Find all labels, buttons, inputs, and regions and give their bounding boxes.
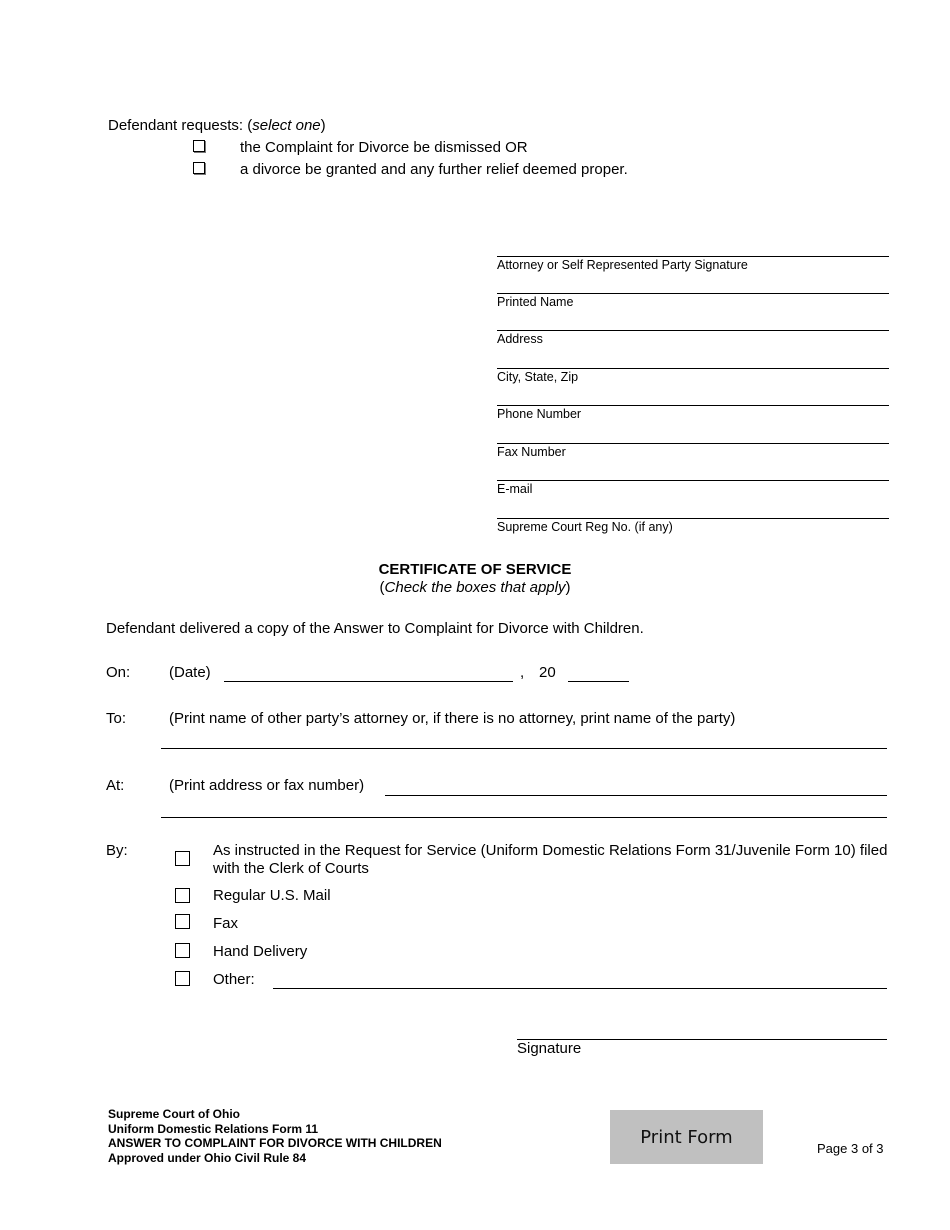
- method-hand-delivery: Hand Delivery: [213, 943, 308, 960]
- to-label: To:: [106, 710, 127, 727]
- method-fax: Fax: [213, 915, 239, 932]
- date-label: (Date): [169, 664, 211, 681]
- to-instruction: (Print name of other party’s attorney or, if there is no attorney, print name of the party): [169, 710, 736, 727]
- at-input-line-2[interactable]: [161, 817, 887, 818]
- request-option-dismiss: the Complaint for Divorce be dismissed OR: [240, 139, 528, 156]
- request-option-grant: a divorce be granted and any further relief deemed proper.: [240, 161, 628, 178]
- other-input-line[interactable]: [273, 988, 887, 989]
- method-mail-checkbox[interactable]: [175, 888, 190, 903]
- fax-label: Fax Number: [497, 445, 566, 459]
- print-form-button[interactable]: Print Form: [610, 1110, 763, 1164]
- service-signature-label: Signature: [517, 1040, 582, 1057]
- printed-name-line[interactable]: [497, 293, 889, 294]
- date-input-line[interactable]: [224, 681, 513, 682]
- method-other: Other:: [213, 971, 255, 988]
- method-request-for-service-checkbox[interactable]: [175, 851, 190, 866]
- method-hand-delivery-checkbox[interactable]: [175, 943, 190, 958]
- by-label: By:: [106, 842, 128, 859]
- footer-form-title: ANSWER TO COMPLAINT FOR DIVORCE WITH CHILDREN: [108, 1136, 442, 1150]
- year-prefix: 20: [539, 664, 556, 681]
- method-mail: Regular U.S. Mail: [213, 887, 331, 904]
- fax-line[interactable]: [497, 443, 889, 444]
- page-number: Page 3 of 3: [817, 1141, 884, 1156]
- at-label: At:: [106, 777, 125, 794]
- signature-line[interactable]: [497, 256, 889, 257]
- certificate-title: CERTIFICATE OF SERVICE: [378, 561, 572, 578]
- email-label: E-mail: [497, 482, 533, 496]
- footer-approval: Approved under Ohio Civil Rule 84: [108, 1150, 307, 1165]
- phone-label: Phone Number: [497, 407, 582, 421]
- reg-no-line[interactable]: [497, 518, 889, 519]
- city-state-zip-label: City, State, Zip: [497, 370, 579, 384]
- certificate-intro: Defendant delivered a copy of the Answer to Complaint for Divorce with Children.: [106, 620, 644, 637]
- at-input-line[interactable]: [385, 795, 887, 796]
- address-label: Address: [497, 332, 543, 346]
- footer-court: Supreme Court of Ohio: [108, 1107, 240, 1121]
- city-state-zip-line[interactable]: [497, 368, 889, 369]
- phone-line[interactable]: [497, 405, 889, 406]
- request-dismiss-checkbox[interactable]: [193, 140, 205, 152]
- year-input-line[interactable]: [568, 681, 629, 682]
- method-fax-checkbox[interactable]: [175, 914, 190, 929]
- address-line[interactable]: [497, 330, 889, 331]
- form-footer: [108, 1107, 442, 1165]
- request-label: Defendant requests: (select one): [108, 117, 326, 134]
- at-instruction: (Print address or fax number): [169, 777, 365, 794]
- reg-no-label: Supreme Court Reg No. (if any): [497, 520, 673, 534]
- request-grant-checkbox[interactable]: [193, 162, 205, 174]
- method-request-for-service: As instructed in the Request for Service (Uniform Domestic Relations Form 31/Juvenile Form 10) filed with the Clerk of Courts: [213, 842, 888, 877]
- printed-name-label: Printed Name: [497, 295, 574, 309]
- to-input-line[interactable]: [161, 748, 887, 749]
- on-label: On:: [106, 664, 131, 681]
- certificate-subtitle: (Check the boxes that apply): [379, 579, 571, 596]
- email-line[interactable]: [497, 480, 889, 481]
- signature-field-label: Attorney or Self Represented Party Signature: [497, 258, 748, 272]
- footer-form-number: Uniform Domestic Relations Form 11: [108, 1121, 319, 1136]
- method-other-checkbox[interactable]: [175, 971, 190, 986]
- date-comma: ,: [520, 664, 525, 681]
